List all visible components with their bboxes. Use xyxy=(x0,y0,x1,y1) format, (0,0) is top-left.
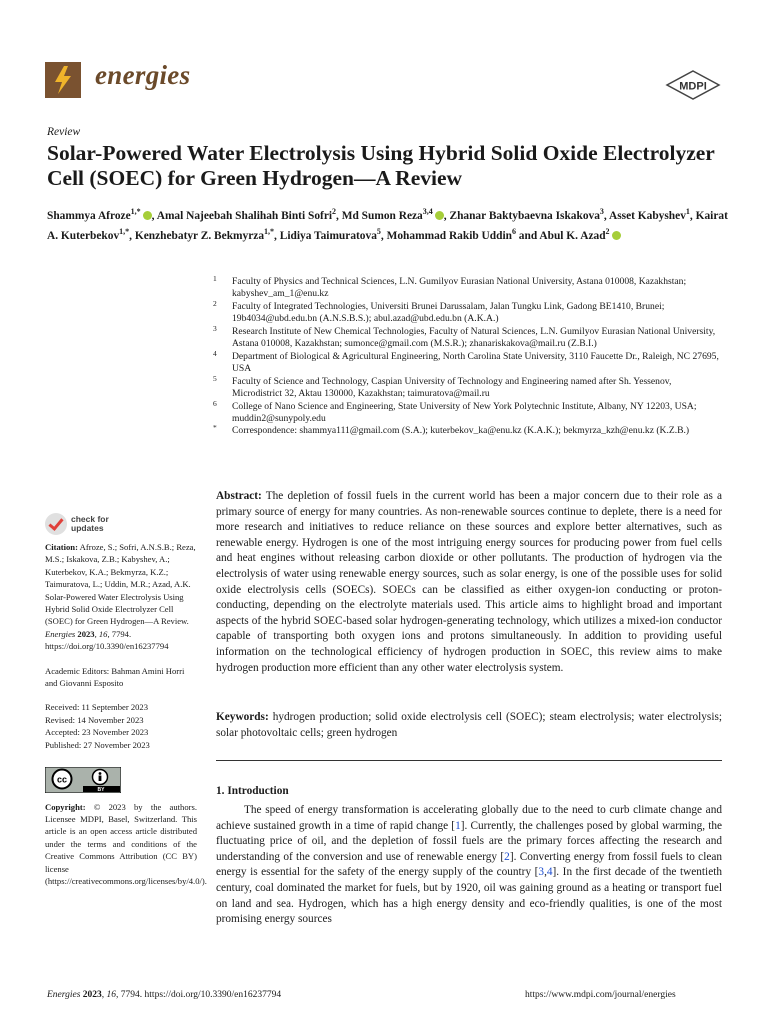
affiliation-text: Department of Biological & Agricultural Engineering, North Carolina State University, 3110 Faucette Dr., Raleigh, NC 27695, USA xyxy=(232,350,719,374)
author-separator: and xyxy=(515,229,540,242)
author-affiliation-mark: 2 xyxy=(605,226,610,236)
citation-link-4[interactable]: 4 xyxy=(546,866,553,879)
author-name: Md Sumon Reza xyxy=(341,209,423,222)
affiliation-number: 6 xyxy=(213,398,217,408)
affiliation-item xyxy=(213,348,723,375)
keywords-block xyxy=(216,710,722,741)
editors-label: Academic Editors: xyxy=(45,665,110,676)
citation-text: Afroze, S.; Sofri, A.N.S.B.; Reza, M.S.; Iskakova, Z.B.; Kabyshev, A.; Kuterbekov, K.A.; Bekmyrza, K.Z.; Taimuratova, L.; Uddin, M.R.; Azad, A.K. Solar-Powered Water Electrolysis Using Hybrid Solid Oxide Electrolyzer Cell (SOEC) for Green Hydrogen—A Review. xyxy=(45,542,196,627)
footer-citation: Energies 2023, 16, 7794. https://doi.org/10.3390/en16237794 xyxy=(47,990,282,1000)
citation-label: Citation: xyxy=(45,542,78,552)
svg-text:BY: BY xyxy=(97,787,105,794)
affiliations-list xyxy=(213,276,723,438)
journal-name: energies xyxy=(95,60,191,90)
author-affiliation-mark: 1,* xyxy=(130,207,141,216)
affiliation-item xyxy=(213,323,723,350)
copyright-label: Copyright: xyxy=(45,801,86,812)
editors-text: Bahman Amini Horri and Giovanni Esposito xyxy=(45,665,185,689)
affiliation-number: 2 xyxy=(213,298,217,308)
date-accepted: Accepted: 23 November 2023 xyxy=(45,727,149,738)
cc-by-license-icon[interactable] xyxy=(45,767,121,793)
author-affiliation-mark: 5 xyxy=(376,226,381,236)
author-name: Zhanar Baktybaevna Iskakova xyxy=(449,209,600,222)
author-separator: , xyxy=(689,209,696,222)
author-affiliation-mark: 1,* xyxy=(264,226,275,236)
introduction-paragraph xyxy=(216,803,722,928)
check-for-updates-badge[interactable] xyxy=(45,513,165,539)
orcid-icon[interactable] xyxy=(435,211,444,220)
affiliation-number: 3 xyxy=(213,323,217,333)
author-separator: , xyxy=(274,229,280,242)
footer-volume: 16 xyxy=(106,990,117,1000)
author-affiliation-mark: 3,4 xyxy=(422,207,433,216)
check-updates-icon xyxy=(45,513,67,535)
abstract-label: Abstract: xyxy=(216,490,262,502)
author-name: Kenzhebatyr Z. Bekmyrza xyxy=(134,229,265,242)
svg-text:MDPI: MDPI xyxy=(679,80,707,93)
svg-text:cc: cc xyxy=(56,774,68,785)
affiliation-number: * xyxy=(213,423,217,433)
keywords-label: Keywords: xyxy=(216,711,269,723)
affiliation-item xyxy=(213,425,723,437)
author-affiliation-mark: 1,* xyxy=(119,226,130,236)
check-updates-line2: updates xyxy=(71,523,104,533)
citation-volume: 16 xyxy=(98,628,108,639)
affiliation-text: Faculty of Integrated Technologies, Universiti Brunei Darussalam, Jalan Tungku Link, Gadong BE1410, Brunei; 19b4034@ubd.edu.bn (A.N.S.B.S.); abul.azad@ubd.edu.bn (A.K.A.) xyxy=(232,300,665,325)
author-separator: , xyxy=(129,229,135,242)
orcid-icon[interactable] xyxy=(143,211,152,220)
author-separator: , xyxy=(151,209,157,222)
author-separator: , xyxy=(603,209,609,222)
author-name: Shammya Afroze xyxy=(47,209,131,222)
author-name: Mohammad Rakib Uddin xyxy=(386,229,512,242)
citation-link-3[interactable]: 3 xyxy=(538,866,545,879)
footer-doi: , 7794. https://doi.org/10.3390/en16237794 xyxy=(116,990,282,1000)
copyright-block xyxy=(45,801,207,888)
affiliation-item xyxy=(213,276,723,300)
footer-journal: Energies xyxy=(47,990,81,1000)
article-type: Review xyxy=(47,126,81,138)
abstract-text: The depletion of fossil fuels in the current world has been a major concern due to their role as a primary source of energy for many countries. As non-renewable sources continue to deplete, there is a need for more research and initiatives to reduce reliance on these sources and explore better alternatives, such as renewable energy. Hydrogen is one of the most intriguing energy sources for producing power from fuel cells and heat engines without releasing carbon dioxide or other pollutants. The production of hydrogen via the electrolysis of water using renewable energy sources, such as solar energy, is one of the possible uses for solid oxide electrolysis cells (SOECs). SOECs can be classified as either oxygen-ion conducting or proton-conducting, depending on the electrolyte materials used. This article aims to highlight broad and important aspects of the hybrid SOEC-based solar hydrogen-generating technology, which utilizes a mixed-ion conductor capable of transporting both oxygen ions and protons simultaneously. In addition to providing useful information on the technological efficiency of hydrogen production in SOEC, this review aims to make hydrogen production more efficient than any other water electrolysis system. xyxy=(216,490,723,674)
citation-link-1[interactable]: 1 xyxy=(455,819,461,832)
copyright-text: © 2023 by the authors. Licensee MDPI, Basel, Switzerland. This article is an open access article distributed under the terms and conditions of the Creative Commons Attribution (CC BY) license (https://creativecommons.org/licenses/by/4.0/). xyxy=(45,801,207,886)
author-name: Lidiya Taimuratova xyxy=(279,229,377,242)
intro-text-1: The speed of energy transformation is accelerating globally due to the need to curb climate change and achieve sustained growth in a time of rapid change [ xyxy=(216,804,722,832)
paper-title: Solar-Powered Water Electrolysis Using Hybrid Solid Oxide Electrolyzer Cell (SOEC) for Green Hydrogen—A Review xyxy=(47,141,715,190)
citation-link-2[interactable]: 2 xyxy=(504,850,510,863)
section-number: 1. xyxy=(216,785,225,797)
section-divider xyxy=(216,760,722,761)
author-name: Asset Kabyshev xyxy=(609,209,686,222)
date-published: Published: 27 November 2023 xyxy=(45,739,150,750)
keywords-text: hydrogen production; solid oxide electrolysis cell (SOEC); steam electrolysis; water electrolysis; solar photovoltaic cells; green hydrogen xyxy=(216,711,723,739)
footer-journal-url[interactable]: https://www.mdpi.com/journal/energies xyxy=(525,990,676,1000)
intro-text-3: ]. Converting energy from fossil fuels to clean energy is essential for the safety of the energy supply of the country [ xyxy=(216,850,723,879)
editors-block xyxy=(45,665,197,690)
author-name: Amal Najeebah Shalihah Binti Sofri xyxy=(156,209,333,222)
author-list xyxy=(47,204,737,244)
author-separator: , xyxy=(380,229,387,242)
author-name: Kairat A. Kuterbekov xyxy=(47,209,728,242)
date-revised: Revised: 14 November 2023 xyxy=(45,714,144,725)
date-received: Received: 11 September 2023 xyxy=(45,702,149,713)
affiliation-number: 4 xyxy=(213,348,217,358)
left-sidebar xyxy=(45,541,207,887)
affiliation-text: Faculty of Physics and Technical Sciences, L.N. Gumilyov Eurasian National University, Astana 010008, Kazakhstan; kabyshev_am_1@enu.kz xyxy=(232,276,687,300)
citation-separator: , xyxy=(544,866,547,879)
affiliation-number: 1 xyxy=(213,274,217,283)
footer-year: 2023 xyxy=(82,990,102,1000)
author-affiliation-mark: 6 xyxy=(511,226,516,236)
citation-pages: , 7794. https://doi.org/10.3390/en16237794 xyxy=(45,628,169,652)
orcid-icon[interactable] xyxy=(612,231,621,240)
affiliation-number: 5 xyxy=(213,373,217,383)
author-affiliation-mark: 3 xyxy=(599,207,604,216)
author-name: Abul K. Azad xyxy=(539,229,606,242)
author-separator: , xyxy=(443,209,450,222)
affiliation-text: Correspondence: shammya111@gmail.com (S.A.); kuterbekov_ka@enu.kz (K.A.K.); bekmyrza_kzh@enu.kz (K.Z.B.) xyxy=(232,425,690,437)
section-heading xyxy=(216,785,289,797)
affiliation-item xyxy=(213,398,723,425)
section-title: Introduction xyxy=(227,785,289,797)
affiliation-item xyxy=(213,373,723,400)
author-affiliation-mark: 2 xyxy=(332,207,337,216)
citation-year: 2023 xyxy=(77,628,95,639)
affiliation-text: Faculty of Science and Technology, Caspian University of Technology and Engineering named after Sh. Yessenov, Microdistrict 32, Aktau 130000, Kazakhstan; taimuratova@mail.ru xyxy=(232,375,672,399)
citation-journal: Energies xyxy=(45,628,76,639)
affiliation-text: College of Nano Science and Engineering, State University of New York Polytechnic Institute, Albany, NY 12203, USA; muddin2@sunypoly.edu xyxy=(232,400,697,424)
author-affiliation-mark: 1 xyxy=(685,207,690,216)
intro-text-4: ]. In the first decade of the twentieth century, coal dominated the market for fuels, but by 1920, oil was gaining ground as a heating or transport fuel on land and sea. Hydrogen, which has a high energy density and eco-friendly qualities, is one of the most promising energy sources xyxy=(216,866,722,926)
check-updates-line1: check for xyxy=(71,514,109,524)
abstract-block xyxy=(216,489,722,676)
author-separator: , xyxy=(336,209,342,222)
affiliation-item xyxy=(213,298,723,325)
affiliation-text: Research Institute of New Chemical Technologies, Faculty of Natural Sciences, L.N. Gumilyov Eurasian National University, Astana 010008, Kazakhstan; sumonce@gmail.com (M.S.R.); zhanariskakova@mail.ru (Z.B.I.) xyxy=(232,325,716,350)
mdpi-logo-icon xyxy=(665,70,721,100)
intro-text-2: ]. Currently, the challenges posed by global warming, the fluctuating price of oil, and the depletion of fossil fuels are the primary forces affecting the research and understanding of the conversion and use of renewable energy [ xyxy=(216,819,722,863)
energies-logo-icon xyxy=(45,62,81,98)
citation-block: Citation: Afroze, S.; Sofri, A.N.S.B.; Reza, M.S.; Iskakova, Z.B.; Kabyshev, A.; Kuterbekov, K.A.; Bekmyrza, K.Z.; Taimuratova, L.; Uddin, M.R.; Azad, A.K. Solar-Powered Water Electrolysis Using Hybrid Solid Oxide Electrolyzer Cell (SOEC) for Green Hydrogen—A Review. Energies 2023, 16, 7794. https://doi.org/10.3390/en16237794 xyxy=(45,542,196,652)
